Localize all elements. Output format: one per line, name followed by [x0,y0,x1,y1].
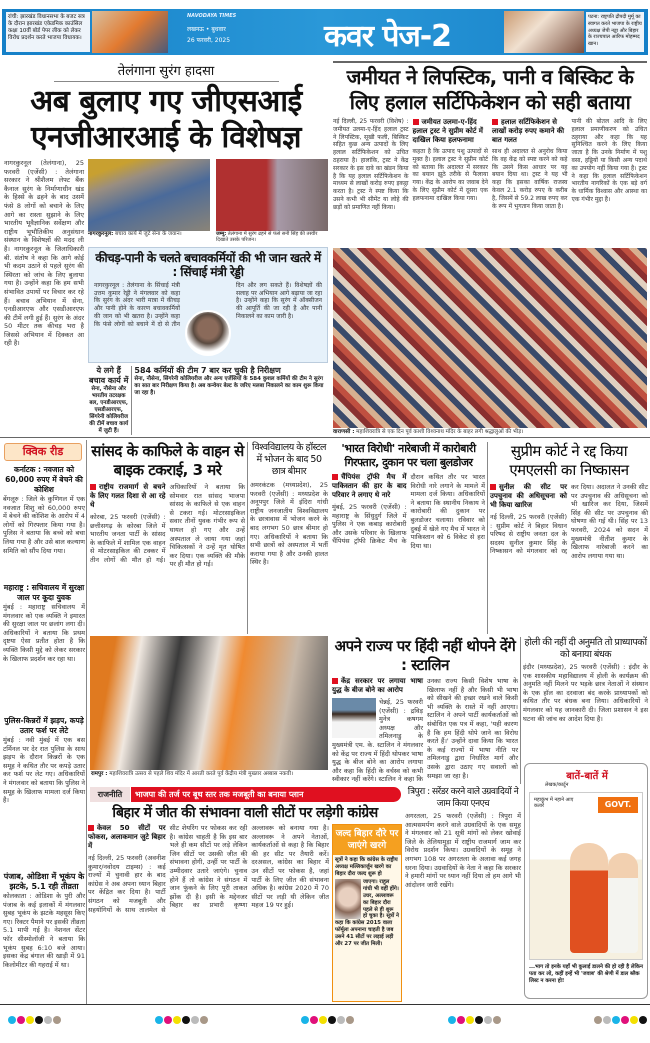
crowd-caption: वाराणसी : महाशिवरात्रि से एक दिन पूर्व काशी विश्वनाथ मंदिर के बाहर लगी श्रद्धालुओं की भीड़। [333,429,524,435]
tunnel-kicker: तेलंगाना सुरंग हादसा [54,61,279,82]
bharat-body: मुंबई, 25 फरवरी (एजेंसी) : महाराष्ट्र के सिंधुदुर्ग जिले में पुलिस ने एक कबाड़ कारोबारी और उसके परिवार के खिलाफ चैंपियंस ट्रॉफी क्रिकेट मैच के दौरान कथित तौर पर भारत विरोधी नारे लगाने के मामले में मामला दर्ज किया। अधिकारियों ने बताया कि स्थानीय निकाय ने कारोबारी की दुकान पर बुलडोजर चलाया। रविवार को दुबई में खेले गए मैच में भारत ने पाकिस्तान को 6 विकेट से हरा दिया था। [332,473,485,550]
tunnel-caption-1: नागरकुरनूल: बचाव कार्य में जुटे सेना के जवान। [88,231,182,237]
quick-read [3,465,85,1002]
quick-read-item: पुलिस-किन्नरों में झड़प, कपड़े उतार फर्श पर लेटे मुंबई : नवी मुंबई में एक बस टर्मिनल पर देर रात पुलिस के साथ झड़प के दौरान किन्नरों के एक समूह ने कथित तौर पर कपड़े उतार कर फर्श पर लेट गए। अधिकारियों ने मंगलवार को बताया कि पुलिस ने समूह के खिलाफ मामला दर्ज किया है। [3,716,85,805]
masthead: NAVODAYA TIMES [187,13,237,19]
quick-read-item: पंजाब, ओडिशा में भूकंप के झटके, 5.1 रही तीव्रता कोलकाता : ओडिशा के पुरी और पंजाब के कई इलाकों में मंगलवार सुबह भूकंप के झटके महसूस किए गए। रिक्टर पैमाने पर इसकी तीव्रता 5.1 मापी गई है। नेशनल सेंटर फॉर सीस्मोलॉजी ने बताया कि भूकंप सुबह 6:10 बजे आया। इसका केंद्र बंगाल की खाड़ी में 91 किलोमीटर की गहराई में था। [3,872,85,969]
bharat-headline: 'भारत विरोधी' नारेबाजी में कारोबारी गिरफ्तार, दुकान पर चला बुलडोजर [341,442,476,469]
stalin-holi-section [332,637,648,784]
convoy-sub: राष्ट्रीय राजमार्ग से बचने के लिए गलत दिशा से आ रहे थे [90,483,166,509]
tripura-headline: त्रिपुरा : सरेंडर करने वाले उग्रवादियों ने जाम किया एनएच [407,787,519,809]
convoy-body: कोरबा, 25 फरवरी (एजेंसी) : छत्तीसगढ़ के कोरबा जिले में भारतीय जनता पार्टी के सांसद के काफिले में शामिल एक वाहन से मोटरसाइकिल की टक्कर में तीन लोगों की मौत हो गई। अधिकारियों ने बताया कि सोमवार रात सांसद भाजपा सांसद के काफिले से एक वाहन से टकरा गई। मोटरसाइकिल सवार तीनों युवक गंभीर रूप से घायल हो गए और उन्हें अस्पताल ले जाया गया जहां चिकित्सकों ने उन्हें मृत घोषित कर दिया। एक व्यक्ति की मौके पर ही मौत हो गई। [90,483,245,569]
mlc-sub: सुनील की सीट पर उपचुनाव की अधिसूचना को भी किया खारिज [490,483,567,509]
stalin-body: चेन्नई, 25 फरवरी (एजेंसी) : द्रविड़ मुनेत्र कषगम अध्यक्ष और तमिलनाडु के मुख्यमंत्री एम. के. स्टालिन ने मंगलवार को केंद्र पर राज्य में हिंदी थोपकर भाषा युद्ध के बीज बोने का आरोप लगाया और कहा कि हिंदी के वर्चस्व को कभी स्वीकार नहीं करेंगे। स्टालिन ने कहा कि उनका राज्य किसी विशेष भाषा के खिलाफ नहीं है और किसी भी भाषा को सीखने की इच्छा रखने वाले किसी भी व्यक्ति के रास्ते में नहीं आएगा। स्टालिन ने अपने पार्टी कार्यकर्ताओं को संबोधित एक पत्र में कहा, 'यही कारण है कि हम हिंदी थोपे जाने का विरोध करते हैं।' उन्होंने दावा किया कि भारत के कई राज्यों में भाषा नीति पर तमिलनाडु द्वारा निर्धारित मार्ग और उसके द्वारा उठाए गए सवालों को समझा जा रहा है। [332,677,518,784]
politics-banner: भाजपा की तर्ज पर बूथ स्तर तक मजबूती का बनाया प्लान [131,787,401,802]
cartoon-label: महाकुंभ में नहाने आए कतारें [534,797,574,809]
cartoon-figure [570,843,608,953]
stalin-photo [332,698,376,738]
family-photo [216,159,328,231]
hostel-headline: विश्वविद्यालय के हॉस्टल में भोजन के बाद 50 छात्र बीमार [252,442,326,477]
holi-body: इंदौर (मध्यप्रदेश), 25 फरवरी (एजेंसी) : इंदौर के एक शासकीय महाविद्यालय में होली के कार्यक्रम की अनुमति नहीं मिलने पर भड़के छात्र नेताओं ने संस्थान के एक हॉल का दरवाजा बंद करके प्राध्यापकों को कथित तौर पर बंधक बना लिया। अधिकारियों ने मंगलवार को यह जानकारी दी। जिला प्रशासन ने इस घटना की जांच का आदेश दिया है। [523,663,648,723]
rescue-team-title: 584 कर्मियों की टीम 7 बार कर चुकी है निरीक्षण [134,366,281,375]
mlc-headline: सुप्रीम कोर्ट ने रद्द किया एमएलसी का निष्कासन [509,442,629,479]
rescue-team-body: सेना, नौसेना, सिंगरेनी कोलियरीज और अन्य एजेंसियों के 584 कुशल कर्मियों की टीम ने सुरंग का सात बार निरीक्षण किया है। अब कन्वेयर बेल्ट के जरिए मलबा निकालने का काम शुरू किया जा रहा है। [134,376,324,396]
header-right-photo [504,11,584,53]
temple-aarti-photo [90,636,328,770]
jamiat-body-3: साथ ही अदालत से अनुरोध किया कि वह केंद्र को स्पष्ट करने को कहे कि उसने किस आधार पर यह बयान दिया था। ट्रस्ट ने यह भी कहा कि इसका वार्षिक राजस्व केवल 2.1 करोड़ रुपए के करीब है, जिसमें से 59.2 लाख रुपए कर के रूप में भुगतान किया जाता है। [492,148,568,210]
page-header [2,9,648,55]
page-title: कवर पेज-2 [324,19,452,54]
rescue-body: सेना, नौसेना और भारतीय तटरक्षक बल, एनडीआरएफ, एसडीआरएफ, सिंगरेनी कोलियरीज की टीमें बचाव कार्य में जुटी हैं। [89,386,129,434]
hostel-body: अमरकंटक (मध्यप्रदेश), 25 फरवरी (एजेंसी) : मध्यप्रदेश के अनूपपुर जिले में इंदिरा गांधी राष्ट्रीय जनजातीय विश्वविद्यालय के छात्रावास में भोजन करने के बाद लगभग 50 छात्र बीमार हो गए। अधिकारियों ने बताया कि सभी छात्रों को अस्पताल में भर्ती कराया गया है और उनकी हालत स्थिर है। [250,481,328,567]
bihar-section [88,804,402,1002]
govt-sign: GOVT. [598,797,638,813]
header-left-photo [92,11,168,53]
bharat-mlc-section [332,442,648,634]
minister-body: नागरकुरनूल : तेलंगाना के सिंचाई मंत्री उत्तम कुमार रेड्डी ने मंगलवार को कहा कि सुरंग के अंदर भारी मात्रा में कीचड़ और पानी होने के कारण बचावकर्मियों की जान को भी खतरा है। उन्होंने कहा कि फंसे लोगों को बचाने में दो से तीन दिन और लग सकते हैं। विशेषज्ञों की सलाह पर अभियान आगे बढ़ाया जा रहा है। उन्होंने कहा कि सुरंग में ऑक्सीजन की आपूर्ति की जा रही है और पानी निकालने का काम जारी है। [94,281,322,328]
bharat-sub: चैंपियंस ट्रॉफी मैच में पाकिस्तान की हार के बाद परिवार ने लगाए थे नारे [332,473,407,499]
holi-headline: होली की नहीं दी अनुमति तो प्राध्यापकों को बनाया बंधक [524,637,647,660]
kharge-box-body: जाएगा। राहुल गांधी भी वहीं होंगे। उधर, अल्लावरू का बिहार दौरा पहले से ही शुरू हो चुका है। सूत्रों ने कहा कि कांग्रेस 2015 वाला फॉर्मूला अपनाना चाहती है जब उसने 41 सीटों पर लड़ाई लड़ी और 27 पर जीत मिली। [335,879,400,947]
tripura-section [405,786,521,1002]
cartoon-credit: लेखक/कार्टून [545,782,569,788]
mlc-body: नई दिल्ली, 25 फरवरी (एजेंसी) : सुप्रीम कोर्ट ने बिहार विधान परिषद से राष्ट्रीय जनता दल के सदस्य सुनील कुमार सिंह के निष्कासन को मंगलवार को रद्द कर दिया। अदालत ने उनकी सीट पर उपचुनाव की अधिसूचना को भी खारिज कर दिया, जिसमें सिंह की सीट पर उपचुनाव की घोषणा की गई थी। सिंह पर 13 फरवरी, 2024 को सदन में मुख्यमंत्री नीतीश कुमार के खिलाफ नारेबाजी करने का आरोप लगाया गया था। [490,483,648,560]
tunnel-caption-2: जम्मू: तेलंगाना में सुरंग ढहने से फंसे सनी सिंह की तस्वीर दिखाते उसके परिजन। [216,231,318,244]
jamiat-body-4: पानी की बोतल आदि के लिए हलाल प्रमाणीकरण को उचित ठहराया और कहा कि यह सुनिश्चित करने के लिए किया जाता है कि उनके निर्माण में पशु वसा, हड्डियों या किसी अन्य पदार्थ का उपयोग नहीं किया गया है। ट्रस्ट ने कहा कि हलाल सर्टिफिकेशन भारतीय नागरिकों के एक बड़े वर्ग के धार्मिक विश्वास और आस्था का एक गंभीर मुद्दा है। [571,118,647,203]
tunnel-rescue-photo [88,159,210,231]
minister-portrait [185,310,231,356]
jamiat-body-1: नई दिल्ली, 25 फरवरी (विशेष) : जमीयत उलमा-ए-हिंद हलाल ट्रस्ट ने लिपस्टिक, सूखी फली, बिस्किट सहित कुछ अन्य उत्पादों के लिए हलाल सर्टिफिकेशन को उचित ठहराया है। हालांकि, ट्रस्ट ने केंद्र सरकार के इस दावे का खंडन किया है कि यह हलाल सर्टिफिकेशन के माध्यम से लाखों करोड़ रुपए इकट्ठा करता है। ट्रस्ट ने स्पष्ट किया कि उसने कभी भी सीमेंट या लोहे की छड़ों को प्रमाणित नहीं किया। [333,118,409,211]
bihar-body: नई दिल्ली, 25 फरवरी (अवनीश कुमार/नवोदय टाइम्स) : कई राज्यों में चुनावी हार के बाद कांग्रेस ने अब अपना ध्यान बिहार पर केंद्रित कर दिया है। पार्टी संगठन को मजबूती और सहयोगियों के साथ तालमेल से सीट शेयरिंग पर फोकस कर रही है। कांग्रेस चाहती है कि इस बार भले ही कम सीटों पर लड़े लेकिन जिन सीटों पर उसकी जीत की संभावना होगी, उन्हीं पर पार्टी के उम्मीदवार उतारे जाएंगे। चुनाव होने हैं तो कांग्रेस ने संगठन में जान फूंकने के लिए पूरी ताकत झोंक दी है। इसी के मद्देनजर बिहार का प्रभारी कृष्णा अल्लावरू को बनाया गया है। अल्लावरू ने अपने नेताओं, कार्यकर्ताओं से कहा है कि बिहार की हर सीट पर तैयारी करें। दरअसल, कांग्रेस का बिहार में उन सीटों पर फोकस है, जहां पार्टी के लिए जीत की संभावना अधिक है। कांग्रेस 2020 में 70 सीटों पर लड़ी थी लेकिन जीत महज 19 पर हुई। [88,824,329,914]
jamiat-sub-2: हलाल सर्टिफिकेशन से लाखों करोड़ रुपए कमाने की बात गलत [492,118,568,145]
kharge-photo [335,879,361,919]
kharge-box [332,824,402,1002]
cartoon-box [524,763,648,999]
bihar-headline: बिहार में जीत की संभावना वाली सीटों पर लड़ेगी कांग्रेस [112,805,378,821]
crowd-photo [333,248,647,428]
jamiat-section [333,61,647,436]
jamiat-body-2: कहता है कि उत्पाद पशु उत्पादों से मुक्त है। हलाल ट्रस्ट ने सुप्रीम कोर्ट को बताया कि अदालत में सरकार का बयान झूठे तरीके से फैलाया गया। केंद्र के आरोप का जवाब देने के लिए सुप्रीम कोर्ट में दूसरा एक हलफनामा दाखिल किया गया। [412,148,488,202]
tunnel-section [4,61,328,435]
stalin-headline: अपने राज्य पर हिंदी नहीं थोपने देंगे : स्टालिन [334,637,516,674]
quick-read-item: कर्नाटक : नवजात को 60,000 रुपए में बेचने की कोशिश बेंगलूरु : जिले के कुणिगल में एक नवजात शिशु को 60,000 रुपए में बेचने की कोशिश के आरोप में 4 लोगों को गिरफ्तार किया गया है। पुलिस ने बताया कि बच्चे को बचा लिया गया है और उसे बाल कल्याण समिति को सौंप दिया गया। [3,465,85,555]
header-date: 26 फरवरी, 2025 [187,37,231,44]
stalin-sub: केंद्र सरकार पर लगाया भाषा युद्ध के बीज बोने का आरोप [332,677,423,694]
tripura-body: अगरतला, 25 फरवरी (एजेंसी) : त्रिपुरा में आत्मसमर्पण करने वाले उग्रवादियों के एक समूह ने मंगलवार को 21 सूत्री मांगों को लेकर खोवाई जिले के तेलियामुड़ा में राष्ट्रीय राजमार्ग जाम कर विरोध प्रदर्शन किया। उग्रवादियों के समूह ने लगभग 108 पर अगरतला के अलावा कई जगह धरना दिया। उग्रवादियों के नेता ने कहा कि सरकार ने हमारी मांगों पर ध्यान नहीं दिया तो हम आगे भी आंदोलन जारी रखेंगे। [405,812,521,889]
header-day: लखनऊ • बुधवार [187,26,226,33]
temple-caption: रामपुर : महाशिवरात्रि उत्सव से पहले शिव मंदिर में आरती करते पूर्व केंद्रीय मंत्री मुख्तार अब्बास नकवी। [90,770,328,785]
cartoon-figure [608,853,638,953]
convoy-hostel-section [90,442,328,634]
convoy-headline: सांसद के काफिले के वाहन से बाइक टकराई, 3 मरे [91,442,244,479]
cartoon-title: बातें-बातें में [566,771,608,782]
header-left-brief: रांची: झारखंड विधानसभा के बजट सत्र के दौरान झारखंड एकेडमिक काउंसिल कक्षा 10वीं बोर्ड पेपर लीक को लेकर विरोध प्रदर्शन करते भाजपा विधायक। [6,12,90,52]
cartoon-caption: ...भाग तो इनके यहाँ भी कुलाई डालने की हो रही है लेकिन पता कर लो, कहीं इन्हें भी 'जवाब' की श्रेणी में डाल ब्लैक लिस्ट न करना हो! [529,964,643,984]
jamiat-sub-1: जमीयत उलमा-ए-हिंद हलाल ट्रस्ट ने सुप्रीम कोर्ट में दाखिल किया हलफनामा [413,118,489,145]
kharge-box-title: जल्द बिहार दौरे पर जाएंगे खरगे [333,825,401,855]
cartoon-drawing [529,792,643,960]
header-right-brief: पटना: राष्ट्रपति द्रौपदी मुर्मू का स्वागत करते भाजपा के राष्ट्रीय अध्यक्ष जेपी नड्डा और बिहार के राज्यपाल आरिफ मोहम्मद खान। [586,12,644,52]
quick-read-label: क्विक रीड [4,443,82,461]
bihar-sub: केवल 50 सीटों पर फोकस, अलाकमान जुटे बिहार में [88,824,166,850]
registration-marks [8,1009,648,1021]
quick-read-item: महाराष्ट्र : सचिवालय में सुरक्षा जाल पर कूदा युवक मुंबई : महाराष्ट्र सचिवालय में मंगलवार को एक व्यक्ति ने इमारत की सुरक्षा जाल पर छलांग लगा दी। अधिकारियों ने बताया कि प्रथम दृष्टया ऐसा प्रतीत होता है कि व्यक्ति किसी मुद्दे को लेकर सरकार के खिलाफ प्रदर्शन कर रहा था। [3,583,85,663]
kharge-box-lead: सूत्रों ने कहा कि कांग्रेस के राष्ट्रीय अध्यक्ष मल्लिकार्जुन खरगे का बिहार दौरा जल्द शुरू हो [335,857,398,877]
jamiat-headline: जमीयत ने लिपस्टिक, पानी व बिस्किट के लिए हलाल सर्टिफिकेशन को सही बताया [333,61,647,115]
tunnel-body: नागरकुरनूल (तेलंगाना), 25 फरवरी (एजेंसी) : तेलंगाना सरकार ने श्रीशैलम लेफ्ट बैंक कैनाल सुरंग के निर्माणाधीन खंड के हिस्से के ढहने के बाद उसमें फंसे 8 लोगों को बचाने के लिए आगे का रास्ता सुझाने के लिए भारतीय भूवैज्ञानिक सर्वेक्षण और राष्ट्रीय भूभौतिकीय अनुसंधान संस्थान के विशेषज्ञों की मदद ली है। नागरकुरनूल के जिलाधिकारी बी. संतोष ने कहा कि आगे कोई भी कदम उठाने से पहले सुरंग की स्थिरता को जांच के लिए बुलाया गया है। उन्होंने कहा कि हम सभी संभावित उपायों पर विचार कर रहे हैं। बचाव अभियान में सेना, एनडीआरएफ और एसडीआरएफ की टीमें लगी हुई हैं। सुरंग के अंदर 50 मीटर तक कीचड़ भरा है जिससे अभियान में दिक्कत आ रही है। [4,159,84,348]
tunnel-headline: अब बुलाए गए जीएसआई एनजीआरआई के विशेषज्ञ [30,84,302,155]
politics-label: राजनीति [90,787,130,802]
minister-headline: कीचड़-पानी के चलते बचावकर्मियों की भी जान खतरे में : सिंचाई मंत्री रेड्डी [95,250,321,279]
rescue-title: ये लगे हैं बचाव कार्य में [88,366,129,385]
